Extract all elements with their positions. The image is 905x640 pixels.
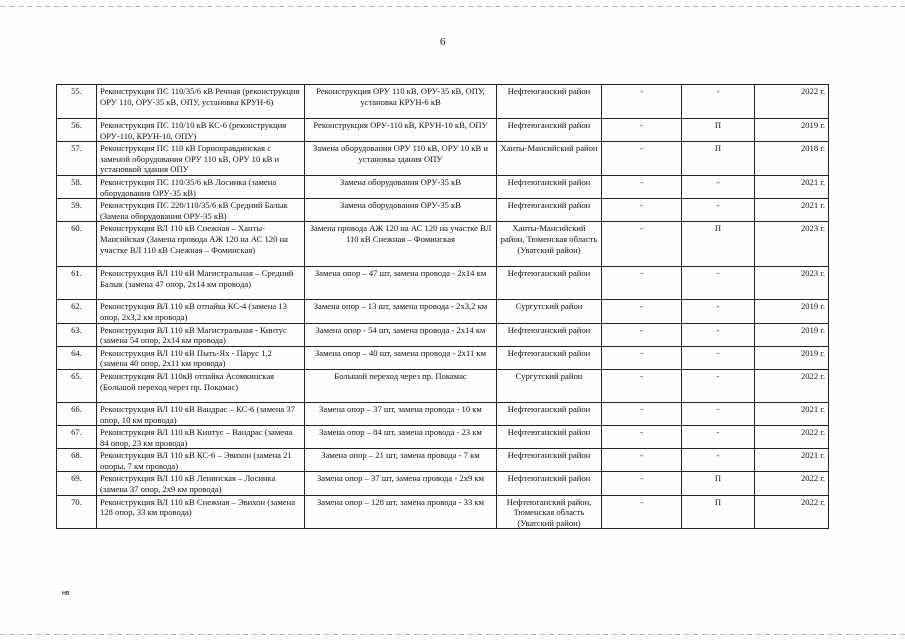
column-5-value: - (602, 85, 682, 119)
table-row (57, 85, 829, 119)
completion-year: 2022 г. (755, 85, 829, 119)
location: Нефтеюганский район (497, 402, 602, 425)
column-6-value: - (682, 346, 755, 369)
location: Нефтеюганский район (497, 346, 602, 369)
completion-year: 2018 г. (755, 142, 829, 176)
object-name: Реконструкция ПС 220/110/35/6 кВ Средний Балык (Замена оборудования ОРУ-35 кВ) (97, 199, 305, 222)
column-6-value: П (682, 472, 755, 495)
row-number: 65. (57, 369, 97, 402)
column-6-value: - (682, 369, 755, 402)
work-description: Замена опор - 54 шт, замена провода - 2х14 км (305, 323, 497, 346)
location: Сургутский район (497, 300, 602, 323)
object-name: Реконструкция ВЛ 110 кВ Пыть-Ях - Парус 1,2 (замена 40 опор, 2х11 км провода) (97, 346, 305, 369)
work-description: Замена опор – 37 шт, замена провода - 2х9 км (305, 472, 497, 495)
table-row (57, 175, 829, 198)
column-5-value: - (602, 267, 682, 300)
row-number: 62. (57, 300, 97, 323)
completion-year: 2022 г. (755, 369, 829, 402)
column-5-value: - (602, 495, 682, 529)
object-name: Реконструкция ВЛ 110 кВ Магистральная - Кинтус (замена 54 опор, 2х14 км провода) (97, 323, 305, 346)
completion-year: 2023 г. (755, 267, 829, 300)
work-description: Замена опор – 128 шт, замена провода - 33 км (305, 495, 497, 529)
column-5-value: - (602, 199, 682, 222)
work-description: Реконструкция ОРУ-110 кВ, КРУН-10 кВ, ОПУ (305, 119, 497, 142)
object-name: Реконструкция ВЛ 110 кВ Вандрас – КС-6 (замена 37 опор, 10 км провода) (97, 402, 305, 425)
work-description: Замена опор – 47 шт, замена провода - 2х14 км (305, 267, 497, 300)
work-description: Замена опор – 84 шт, замена провода - 23 км (305, 426, 497, 449)
location: Нефтеюганский район (497, 85, 602, 119)
object-name: Реконструкция ВЛ 110 кВ Ленинская – Лосинка (замена 37 опор, 2х9 км провода) (97, 472, 305, 495)
scan-edge-top (0, 6, 905, 7)
table-row (57, 402, 829, 425)
column-6-value: - (682, 402, 755, 425)
column-5-value: - (602, 222, 682, 267)
column-5-value: - (602, 402, 682, 425)
column-5-value: - (602, 369, 682, 402)
row-number: 63. (57, 323, 97, 346)
column-5-value: - (602, 175, 682, 198)
work-description: Замена оборудования ОРУ-35 кВ (305, 175, 497, 198)
row-number: 68. (57, 449, 97, 472)
row-number: 58. (57, 175, 97, 198)
works-table (56, 84, 829, 529)
column-6-value: - (682, 199, 755, 222)
column-5-value: - (602, 300, 682, 323)
work-description: Замена оборудования ОРУ-35 кВ (305, 199, 497, 222)
location: Нефтеюганский район (497, 449, 602, 472)
location: Нефтеюганский район (497, 175, 602, 198)
row-number: 67. (57, 426, 97, 449)
object-name: Реконструкция ВЛ 110 кВ Снежная – Эвихон (замена 128 опор, 33 км провода) (97, 495, 305, 529)
table-row (57, 495, 829, 529)
row-number: 70. (57, 495, 97, 529)
completion-year: 2023 г. (755, 222, 829, 267)
location: Нефтеюганский район (497, 472, 602, 495)
column-5-value: - (602, 472, 682, 495)
column-6-value: П (682, 119, 755, 142)
column-5-value: - (602, 346, 682, 369)
column-5-value: - (602, 119, 682, 142)
completion-year: 2021 г. (755, 402, 829, 425)
completion-year: 2021 г. (755, 199, 829, 222)
location: Ханты-Мансийский район, Тюменская область (Уватский район) (497, 222, 602, 267)
row-number: 69. (57, 472, 97, 495)
row-number: 57. (57, 142, 97, 176)
column-6-value: - (682, 323, 755, 346)
completion-year: 2022 г. (755, 495, 829, 529)
object-name: Реконструкция ВЛ 110 кВ Магистральная – Средний Балык (замена 47 опор, 2х14 км провода) (97, 267, 305, 300)
row-number: 61. (57, 267, 97, 300)
object-name: Реконструкция ВЛ 110кВ отпайка Асомкинская (Большой переход через пр. Покамас) (97, 369, 305, 402)
object-name: Реконструкция ВЛ 110 кВ Снежная – Ханты-Мансийская (Замена провода АЖ 120 на АС 120 на участке ВЛ 110 кВ Снежная – Фоминская) (97, 222, 305, 267)
location: Нефтеюганский район (497, 267, 602, 300)
work-description: Замена оборудования ОРУ 110 кВ, ОРУ 10 кВ и установка здания ОПУ (305, 142, 497, 176)
row-number: 55. (57, 85, 97, 119)
column-6-value: П (682, 495, 755, 529)
location: Нефтеюганский район (497, 119, 602, 142)
column-6-value: - (682, 267, 755, 300)
page-number: 6 (440, 36, 446, 48)
object-name: Реконструкция ПС 110 кВ Горноправдинская с заменой оборудования ОРУ 110 кВ, ОРУ 10 кВ и установкой здания ОПУ (97, 142, 305, 176)
row-number: 60. (57, 222, 97, 267)
table-row (57, 449, 829, 472)
scan-edge-bottom (0, 634, 905, 635)
object-name: Реконструкция ПС 110/10 кВ КС-6 (реконструкция ОРУ-110, КРУН-10, ОПУ) (97, 119, 305, 142)
table-row (57, 369, 829, 402)
table-row (57, 323, 829, 346)
completion-year: 2021 г. (755, 449, 829, 472)
column-5-value: - (602, 323, 682, 346)
work-description: Замена опор – 21 шт, замена провода - 7 км (305, 449, 497, 472)
completion-year: 2022 г. (755, 426, 829, 449)
table-row (57, 472, 829, 495)
table-row (57, 300, 829, 323)
column-6-value: - (682, 449, 755, 472)
table-row (57, 267, 829, 300)
object-name: Реконструкция ВЛ 110 кВ Кинтус – Вандрас (замена 84 опор, 23 км провода) (97, 426, 305, 449)
completion-year: 2019 г. (755, 346, 829, 369)
row-number: 66. (57, 402, 97, 425)
column-6-value: - (682, 300, 755, 323)
column-5-value: - (602, 449, 682, 472)
work-description: Замена опор – 13 шт, замена провода - 2х3,2 км (305, 300, 497, 323)
column-6-value: - (682, 85, 755, 119)
table-row (57, 426, 829, 449)
row-number: 64. (57, 346, 97, 369)
column-6-value: - (682, 175, 755, 198)
object-name: Реконструкция ВЛ 110 кВ КС-6 – Эвихон (замена 21 опоры, 7 км провода) (97, 449, 305, 472)
footer-mark: нв (62, 590, 70, 597)
completion-year: 2019 г. (755, 323, 829, 346)
table-row (57, 222, 829, 267)
column-6-value: П (682, 222, 755, 267)
object-name: Реконструкция ПС 110/35/6 кВ Речная (реконструкция ОРУ 110, ОРУ-35 кВ, ОПУ, установка КРУН-6) (97, 85, 305, 119)
location: Нефтеюганский район, Тюменская область (Уватский район) (497, 495, 602, 529)
column-5-value: - (602, 426, 682, 449)
table-row (57, 119, 829, 142)
location: Ханты-Мансийский район (497, 142, 602, 176)
location: Нефтеюганский район (497, 199, 602, 222)
completion-year: 2021 г. (755, 175, 829, 198)
completion-year: 2019 г. (755, 300, 829, 323)
completion-year: 2019 г. (755, 119, 829, 142)
completion-year: 2022 г. (755, 472, 829, 495)
column-5-value: - (602, 142, 682, 176)
table-body (57, 85, 829, 529)
column-6-value: - (682, 426, 755, 449)
location: Сургутский район (497, 369, 602, 402)
work-description: Замена провода АЖ 120 на АС 120 на участке ВЛ 110 кВ Снежная – Фоминская (305, 222, 497, 267)
location: Нефтеюганский район (497, 426, 602, 449)
object-name: Реконструкция ПС 110/35/6 кВ Лосинка (замена оборудования ОРУ-35 кВ) (97, 175, 305, 198)
table-row (57, 199, 829, 222)
column-6-value: П (682, 142, 755, 176)
row-number: 56. (57, 119, 97, 142)
location: Нефтеюганский район (497, 323, 602, 346)
table-row (57, 346, 829, 369)
work-description: Большой переход через пр. Покамас (305, 369, 497, 402)
work-description: Реконструкция ОРУ 110 кВ, ОРУ-35 кВ, ОПУ, установка КРУН-6 кВ (305, 85, 497, 119)
object-name: Реконструкция ВЛ 110 кВ отпайка КС-4 (замена 13 опор, 2х3,2 км провода) (97, 300, 305, 323)
row-number: 59. (57, 199, 97, 222)
work-description: Замена опор – 40 шт, замена провода - 2х11 км (305, 346, 497, 369)
work-description: Замена опор – 37 шт, замена провода - 10 км (305, 402, 497, 425)
table-row (57, 142, 829, 176)
